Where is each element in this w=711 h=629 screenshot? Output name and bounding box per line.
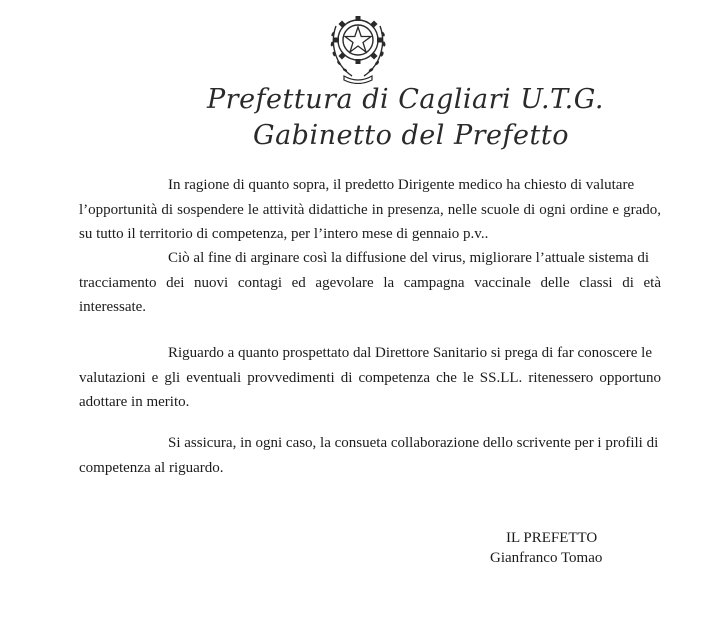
paragraph-line: Riguardo a quanto prospettato dal Direttore Sanitario si prega di far conoscere le (168, 345, 652, 361)
paragraph-line: Si assicura, in ogni caso, la consueta collaborazione dello scrivente per i profili di (168, 435, 659, 451)
paragraph-3 (79, 341, 661, 415)
signature-role: IL PREFETTO (506, 530, 598, 546)
paragraph-line: competenza al riguardo. (79, 459, 224, 476)
paragraph-line: Ciò al fine di arginare così la diffusione del virus, migliorare l’attuale sistema di (168, 250, 649, 266)
paragraph-4 (79, 431, 661, 480)
paragraph-line: su tutto il territorio di competenza, per l’intero mese di gennaio p.v.. (79, 226, 489, 242)
paragraph-line: tracciamento dei nuovi contagi ed agevolare la campagna vaccinale delle classi di età (79, 274, 661, 291)
italian-republic-emblem-icon (328, 6, 388, 84)
paragraph-line: valutazioni e gli eventuali provvedimenti di competenza che le SS.LL. ritenessero opportuno (79, 369, 661, 386)
signature-name: Gianfranco Tomao (490, 550, 603, 566)
paragraph-1 (79, 173, 661, 247)
paragraph-2 (79, 246, 661, 320)
office-subtitle: Gabinetto del Prefetto (253, 120, 569, 151)
paragraph-line: adottare in merito. (79, 394, 190, 410)
office-title: Prefettura di Cagliari U.T.G. (207, 84, 604, 115)
paragraph-line: interessate. (79, 299, 147, 315)
paragraph-line: l’opportunità di sospendere le attività didattiche in presenza, nelle scuole di ogni ordine e grado, (79, 201, 661, 218)
paragraph-line: In ragione di quanto sopra, il predetto Dirigente medico ha chiesto di valutare (168, 177, 635, 193)
